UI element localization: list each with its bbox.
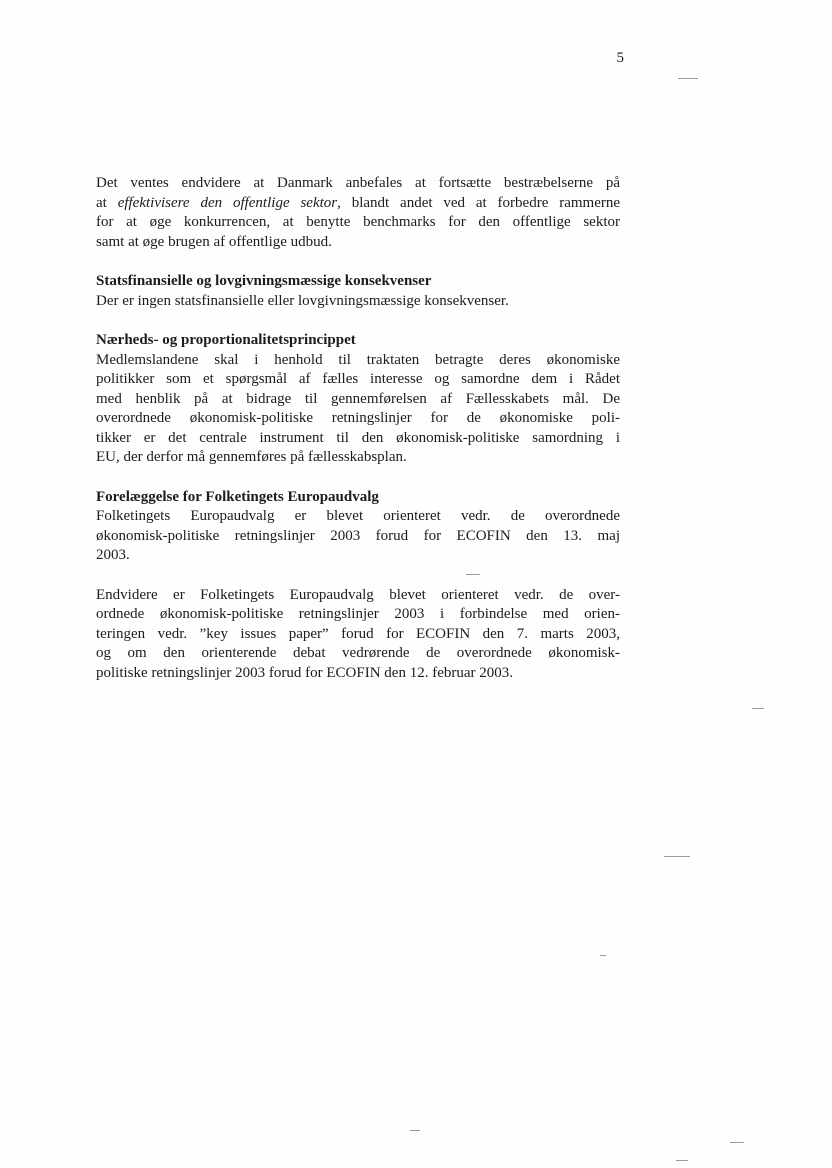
text-line: teringen vedr. ”key issues paper” forud for ECOFIN den 7. marts 2003, — [96, 625, 620, 642]
text-fragment: at — [96, 194, 118, 211]
text-line: med henblik på at bidrage til gennemførelsen af Fællesskabets mål. De — [96, 390, 620, 407]
text-line: økonomisk-politiske retningslinjer 2003 forud for ECOFIN den 13. maj — [96, 527, 620, 544]
scan-speck — [678, 78, 698, 79]
scan-speck — [410, 1130, 420, 1131]
scan-speck — [752, 708, 764, 709]
italic-phrase: effektivisere den offentlige sektor — [117, 194, 338, 211]
scan-speck — [600, 955, 606, 956]
spacer — [96, 468, 620, 488]
scan-speck — [676, 1160, 688, 1161]
text-line: politiske retningslinjer 2003 forud for ECOFIN den 12. februar 2003. — [96, 664, 514, 681]
text-line: politikker som et spørgsmål af fælles interesse og samordne dem i Rådet — [96, 371, 620, 387]
text-line: ordnede økonomisk-politiske retningslinjer 2003 i forbindelse med orien- — [96, 606, 620, 622]
text-line: overordnede økonomisk-politiske retningslinjer for de økonomiske poli- — [96, 410, 620, 426]
document-body — [96, 174, 620, 683]
heading-forelaeggelse: Forelæggelse for Folketingets Europaudvalg — [96, 488, 379, 505]
text-line: og om den orienterende debat vedrørende de overordnede økonomisk- — [96, 645, 620, 661]
naerhed-paragraph — [96, 351, 620, 468]
text-line: for at øge konkurrencen, at benytte benchmarks for den offentlige sektor — [96, 214, 620, 230]
spacer — [96, 566, 620, 586]
text-line: samt at øge brugen af offentlige udbud. — [96, 233, 332, 250]
text-line: Det ventes endvidere at Danmark anbefales at fortsætte bestræbelserne på — [96, 175, 620, 191]
text-line — [96, 194, 620, 214]
text-line: EU, der derfor må gennemføres på fællesskabsplan. — [96, 449, 407, 465]
text-line: Folketingets Europaudvalg er blevet orienteret vedr. de overordnede — [96, 508, 620, 524]
intro-paragraph — [96, 174, 620, 252]
stats-paragraph — [96, 292, 620, 312]
endvidere-paragraph — [96, 586, 620, 684]
text-fragment: , blandt andet ved at forbedre rammerne — [337, 194, 621, 211]
scan-speck — [466, 574, 480, 575]
scan-speck — [730, 1142, 744, 1143]
text-line: tikker er det centrale instrument til den økonomisk-politiske samordning i — [96, 429, 620, 446]
text-line: Der er ingen statsfinansielle eller lovgivningsmæssige konsekvenser. — [96, 292, 509, 309]
heading-naerhed: Nærheds- og proportionalitetsprincippet — [96, 332, 356, 348]
text-line: 2003. — [96, 547, 130, 563]
heading-stats: Statsfinansielle og lovgivningsmæssige konsekvenser — [96, 273, 432, 289]
text-line: Medlemslandene skal i henhold til traktaten betragte deres økonomiske — [96, 351, 620, 368]
spacer — [96, 311, 620, 331]
text-line: Endvidere er Folketingets Europaudvalg blevet orienteret vedr. de over- — [96, 586, 620, 603]
scan-speck — [664, 856, 690, 857]
forelaeggelse-paragraph — [96, 507, 620, 566]
page-number: 5 — [616, 50, 624, 66]
spacer — [96, 252, 620, 272]
